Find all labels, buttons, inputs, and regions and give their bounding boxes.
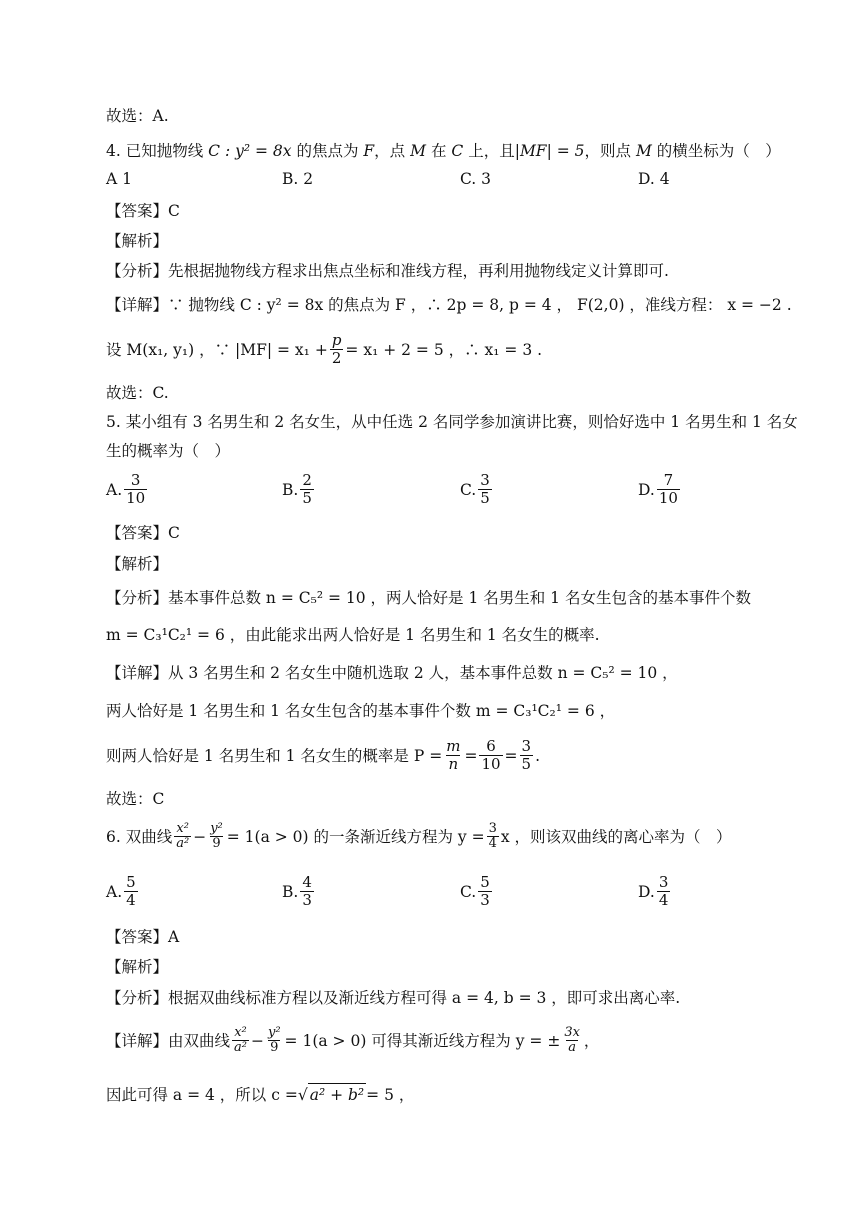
q4-option-d: D. 4 [638, 170, 670, 188]
q6-stem: 6. 双曲线 $\frac{\text{x²}}{\text{a²}}$ − $\frac{\text{y²}}{9}$ = 1(a > 0) 的一条渐近线方程为 y = $\frac{3}{4}$ x ，则该双曲线的离心率为（ ） [106, 821, 732, 851]
q5-option-b: B. $\frac{2}{5}$ [282, 471, 312, 507]
q4-option-c: C. 3 [460, 170, 492, 188]
q5-stem-line-1: 5. 某小组有 3 名男生和 2 名女生，从中任选 2 名同学参加演讲比赛，则恰好选中 1 名男生和 1 名女 [106, 413, 798, 431]
q4-stem: 4. 已知抛物线 C : y² = 8x 的焦点为 F，点 M 在 C 上，且|MF| = 5，则点 M 的横坐标为（ ） [106, 142, 781, 160]
q5-conclusion: 故选：C [106, 790, 165, 808]
q5-option-d: D. $\frac{7}{10}$ [638, 471, 678, 507]
q5-options [106, 472, 786, 512]
q6-analysis: 【分析】根据双曲线标准方程以及渐近线方程可得 a = 4, b = 3 ，即可求出离心率. [106, 989, 681, 1007]
q5-option-c: C. $\frac{3}{5}$ [460, 471, 490, 507]
q4-fraction-p-over-2: $\frac{p}{2}$ [331, 331, 342, 367]
q5-answer: 【答案】C [106, 524, 180, 542]
q6-option-c: C. $\frac{5}{3}$ [460, 873, 490, 909]
q4-conclusion: 故选：C. [106, 384, 169, 402]
q4-analysis: 【分析】先根据抛物线方程求出焦点坐标和准线方程，再利用抛物线定义计算即可. [106, 262, 669, 280]
q6-options [106, 874, 786, 914]
q4-option-a: A 1 [106, 170, 132, 188]
q5-jiexi: 【解析】 [106, 555, 169, 573]
q6-option-a: A. $\frac{5}{4}$ [106, 873, 136, 909]
q4-answer: 【答案】C [106, 202, 180, 220]
q6-detail-1: 【详解】由双曲线 $\frac{\text{x²}}{\text{a²}}$ − $\frac{\text{y²}}{9}$ = 1(a > 0) 可得其渐近线方程为 y = ± $\frac{3x}{a}$ ， [106, 1025, 600, 1055]
q6-option-d: D. $\frac{3}{4}$ [638, 873, 669, 909]
q4-detail-1: 【详解】∵ 抛物线 C : y² = 8x 的焦点为 F ，∴ 2p = 8, p = 4 ， F(2,0) ，准线方程： x = −2 . [106, 296, 792, 314]
q6-jiexi: 【解析】 [106, 958, 169, 976]
q5-analysis-2: m = C₃¹C₂¹ = 6 ，由此能求出两人恰好是 1 名男生和 1 名女生的概率. [106, 626, 600, 644]
q4-jiexi: 【解析】 [106, 232, 169, 250]
q6-detail-2: 因此可得 a = 4 ，所以 c = √ a² + b² = 5 ， [106, 1083, 414, 1106]
q3-conclusion: 故选：A. [106, 107, 169, 125]
q5-detail-3: 则两人恰好是 1 名男生和 1 名女生的概率是 P = $\frac{m}{n}$ = $\frac{6}{10}$ = $\frac{3}{5}$ . [106, 737, 541, 773]
q5-detail-1: 【详解】从 3 名男生和 2 名女生中随机选取 2 人，基本事件总数 n = C₅² = 10 ， [106, 664, 678, 682]
q5-analysis-1: 【分析】基本事件总数 n = C₅² = 10 ，两人恰好是 1 名男生和 1 名女生包含的基本事件个数 [106, 589, 751, 607]
q6-option-b: B. $\frac{4}{3}$ [282, 873, 312, 909]
q4-option-b: B. 2 [282, 170, 314, 188]
q6-answer: 【答案】A [106, 928, 180, 946]
q4-options [106, 170, 786, 210]
q5-detail-2: 两人恰好是 1 名男生和 1 名女生包含的基本事件个数 m = C₃¹C₂¹ = 6 ， [106, 702, 616, 720]
q5-stem-line-2: 生的概率为（ ） [106, 442, 231, 460]
q4-detail-2: 设 M(x₁, y₁) ，∵ |MF| = x₁ + $\frac{p}{2}$ = x₁ + 2 = 5 ，∴ x₁ = 3 . [106, 331, 543, 367]
q5-option-a: A. $\frac{3}{10}$ [106, 471, 146, 507]
